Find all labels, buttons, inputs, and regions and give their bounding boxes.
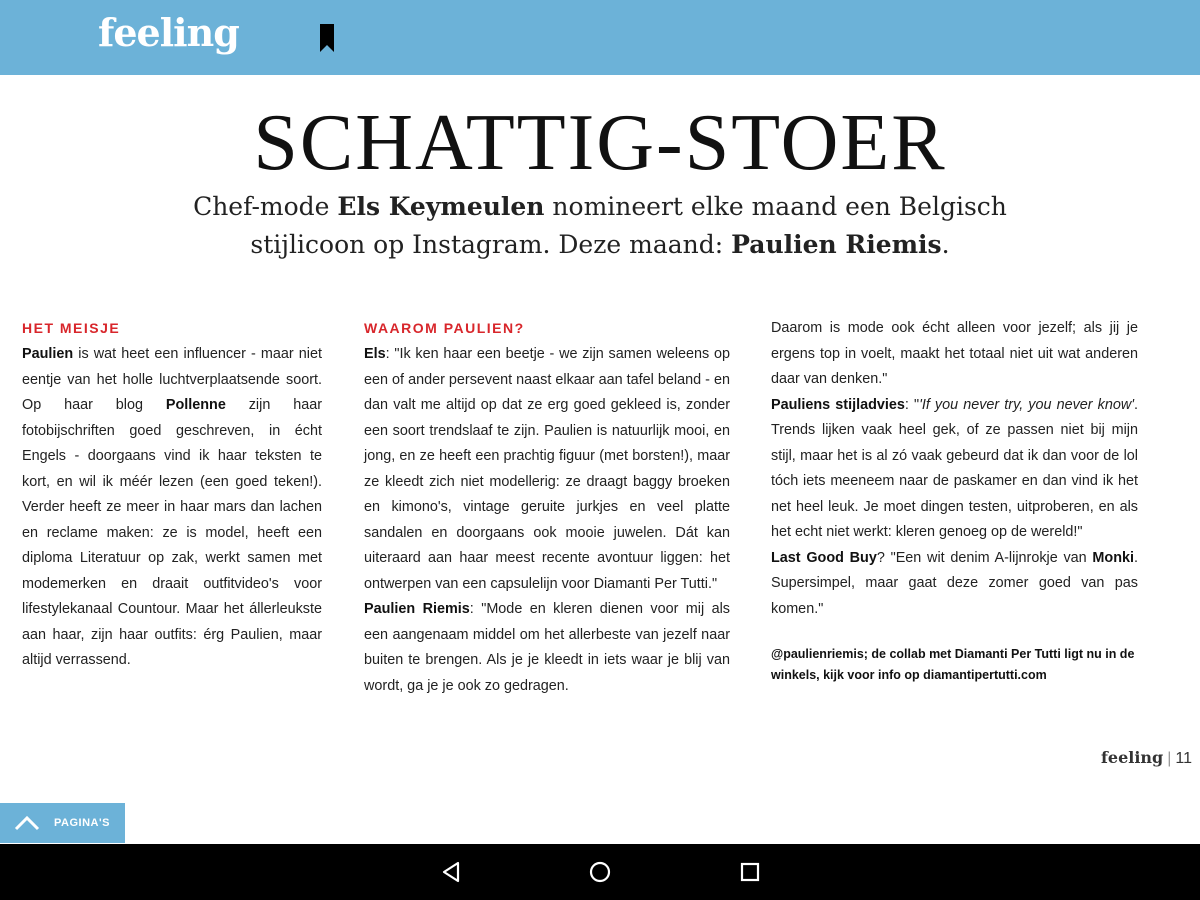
subtitle-text: nomineert elke maand een Belgisch: [544, 192, 1007, 221]
body-text: ? "Een wit denim A-lijnrokje van: [876, 549, 1093, 566]
body-text: : ": [904, 396, 920, 413]
name-bold: Paulien Riemis: [364, 601, 470, 617]
footer-separator: |: [1167, 750, 1172, 767]
pages-button-label: PAGINA'S: [54, 817, 110, 829]
label-bold: Last Good Buy: [771, 549, 877, 566]
quote-italic: 'If you never try, you never know': [919, 396, 1135, 413]
bookmark-icon[interactable]: [320, 24, 334, 52]
subtitle-subject: Paulien Riemis: [731, 230, 942, 259]
section-heading: HET MEISJE: [22, 320, 121, 336]
article-title: SCHATTIG-STOER: [253, 99, 947, 187]
paragraph: [22, 342, 322, 674]
name-bold: Paulien: [22, 346, 74, 362]
top-bar: [0, 0, 1200, 75]
footer-brand: feeling: [1101, 748, 1164, 767]
page-number: 11: [1175, 750, 1192, 767]
body-text: is wat heet een influencer - maar niet eentje van het holle luchtverplaatsende soort. Op haar blog: [22, 346, 322, 413]
subtitle-text: .: [941, 230, 950, 259]
body-text: . Supersimpel, maar gaat deze zomer goed van pas komen.": [771, 549, 1138, 617]
label-bold: Pauliens stijladvies: [771, 396, 905, 413]
body-text: zijn haar fotobijschriften goed geschreven, in écht Engels - doorgaans vind ik haar teksten te kort, en wil ik méér lezen (een goed teken!). Verder heeft ze meer in haar mars dan lachen en reclame maken: ze is model, heeft een diploma Literatuur op zak, werkt samen met modemerken en draait outfitvideo's voor lifestylekanaal Countour. Maar het állerleukste aan haar, zijn haar outfits: érg Paulien, maar altijd verrassend.: [22, 397, 322, 668]
body-text: : "Mode en kleren dienen voor mij als een aangenaam middel om het allerbeste van jezelf naar buiten te brengen. Als je je kleedt in iets waar je blij van wordt, ga je je ook zo gedragen.: [364, 601, 731, 694]
paragraph: [771, 546, 1138, 623]
chevron-up-icon: [14, 815, 40, 831]
brand-bold: Monki: [1092, 549, 1134, 566]
body-text: : "Ik ken haar een beetje - we zijn samen weleens op een of ander persevent naast elkaar aan tafel beland - en dan valt me altijd op dat ze erg goed gekleed is, zonder een soort trendslaaf te zijn. Paulien is natuurlijk mooi, en jong, en ze heeft een prachtig figuur (met borsten!), maar ze kleedt zich niet modellerig: ze draagt baggy broeken en kimono's, vintage geruite jurkjes en veel platte sandalen en doorgaans ook mooie juwelen. Dát kan uiteraard aan haar meest recente avontuur liggen: het ontwerpen van een capsulelijn voor Diamanti Per Tutti.": [364, 346, 730, 592]
photo-credit: @paulienriemis; de collab met Diamanti Per Tutti ligt nu in de winkels, kijk voor info op diamantipertutti.com: [771, 647, 1135, 682]
blog-name: Pollenne: [165, 397, 226, 413]
name-bold: Els: [364, 346, 386, 362]
subtitle-text: Chef-mode: [193, 192, 338, 221]
body-text: . Trends lijken vaak heel gek, of ze passen niet bij mijn stijl, maar het is al zó vaak gebeurd dat ik dan voor de lol tóch iets meeneem naar de paskamer en dan vind ik het net heel leuk. Je moet dingen testen, uitproberen, en als het echt niet werkt: kleren genoeg op de wereld!": [771, 396, 1139, 540]
section-heading: WAAROM PAULIEN?: [364, 320, 525, 336]
paragraph: Daarom is mode ook écht alleen voor jezelf; als jij je ergens top in voelt, maakt het totaal niet uit wat anderen daar van denken.": [771, 320, 1138, 387]
brand-logo[interactable]: feeling: [98, 10, 239, 55]
paragraph: [771, 393, 1138, 546]
android-nav-bar: [0, 844, 1200, 900]
column-2: [364, 316, 730, 699]
paragraph: [364, 597, 730, 699]
pages-button[interactable]: [0, 803, 125, 843]
paragraph: [364, 342, 730, 597]
page-footer: [1101, 748, 1192, 768]
subtitle-text: stijlicoon op Instagram. Deze maand:: [250, 230, 732, 259]
home-icon[interactable]: [588, 860, 612, 884]
column-3: [771, 316, 1138, 686]
recent-apps-icon[interactable]: [738, 860, 762, 884]
back-icon[interactable]: [439, 860, 463, 884]
column-1: [22, 316, 322, 674]
article-subtitle: [150, 188, 1050, 264]
subtitle-author: Els Keymeulen: [337, 192, 545, 221]
